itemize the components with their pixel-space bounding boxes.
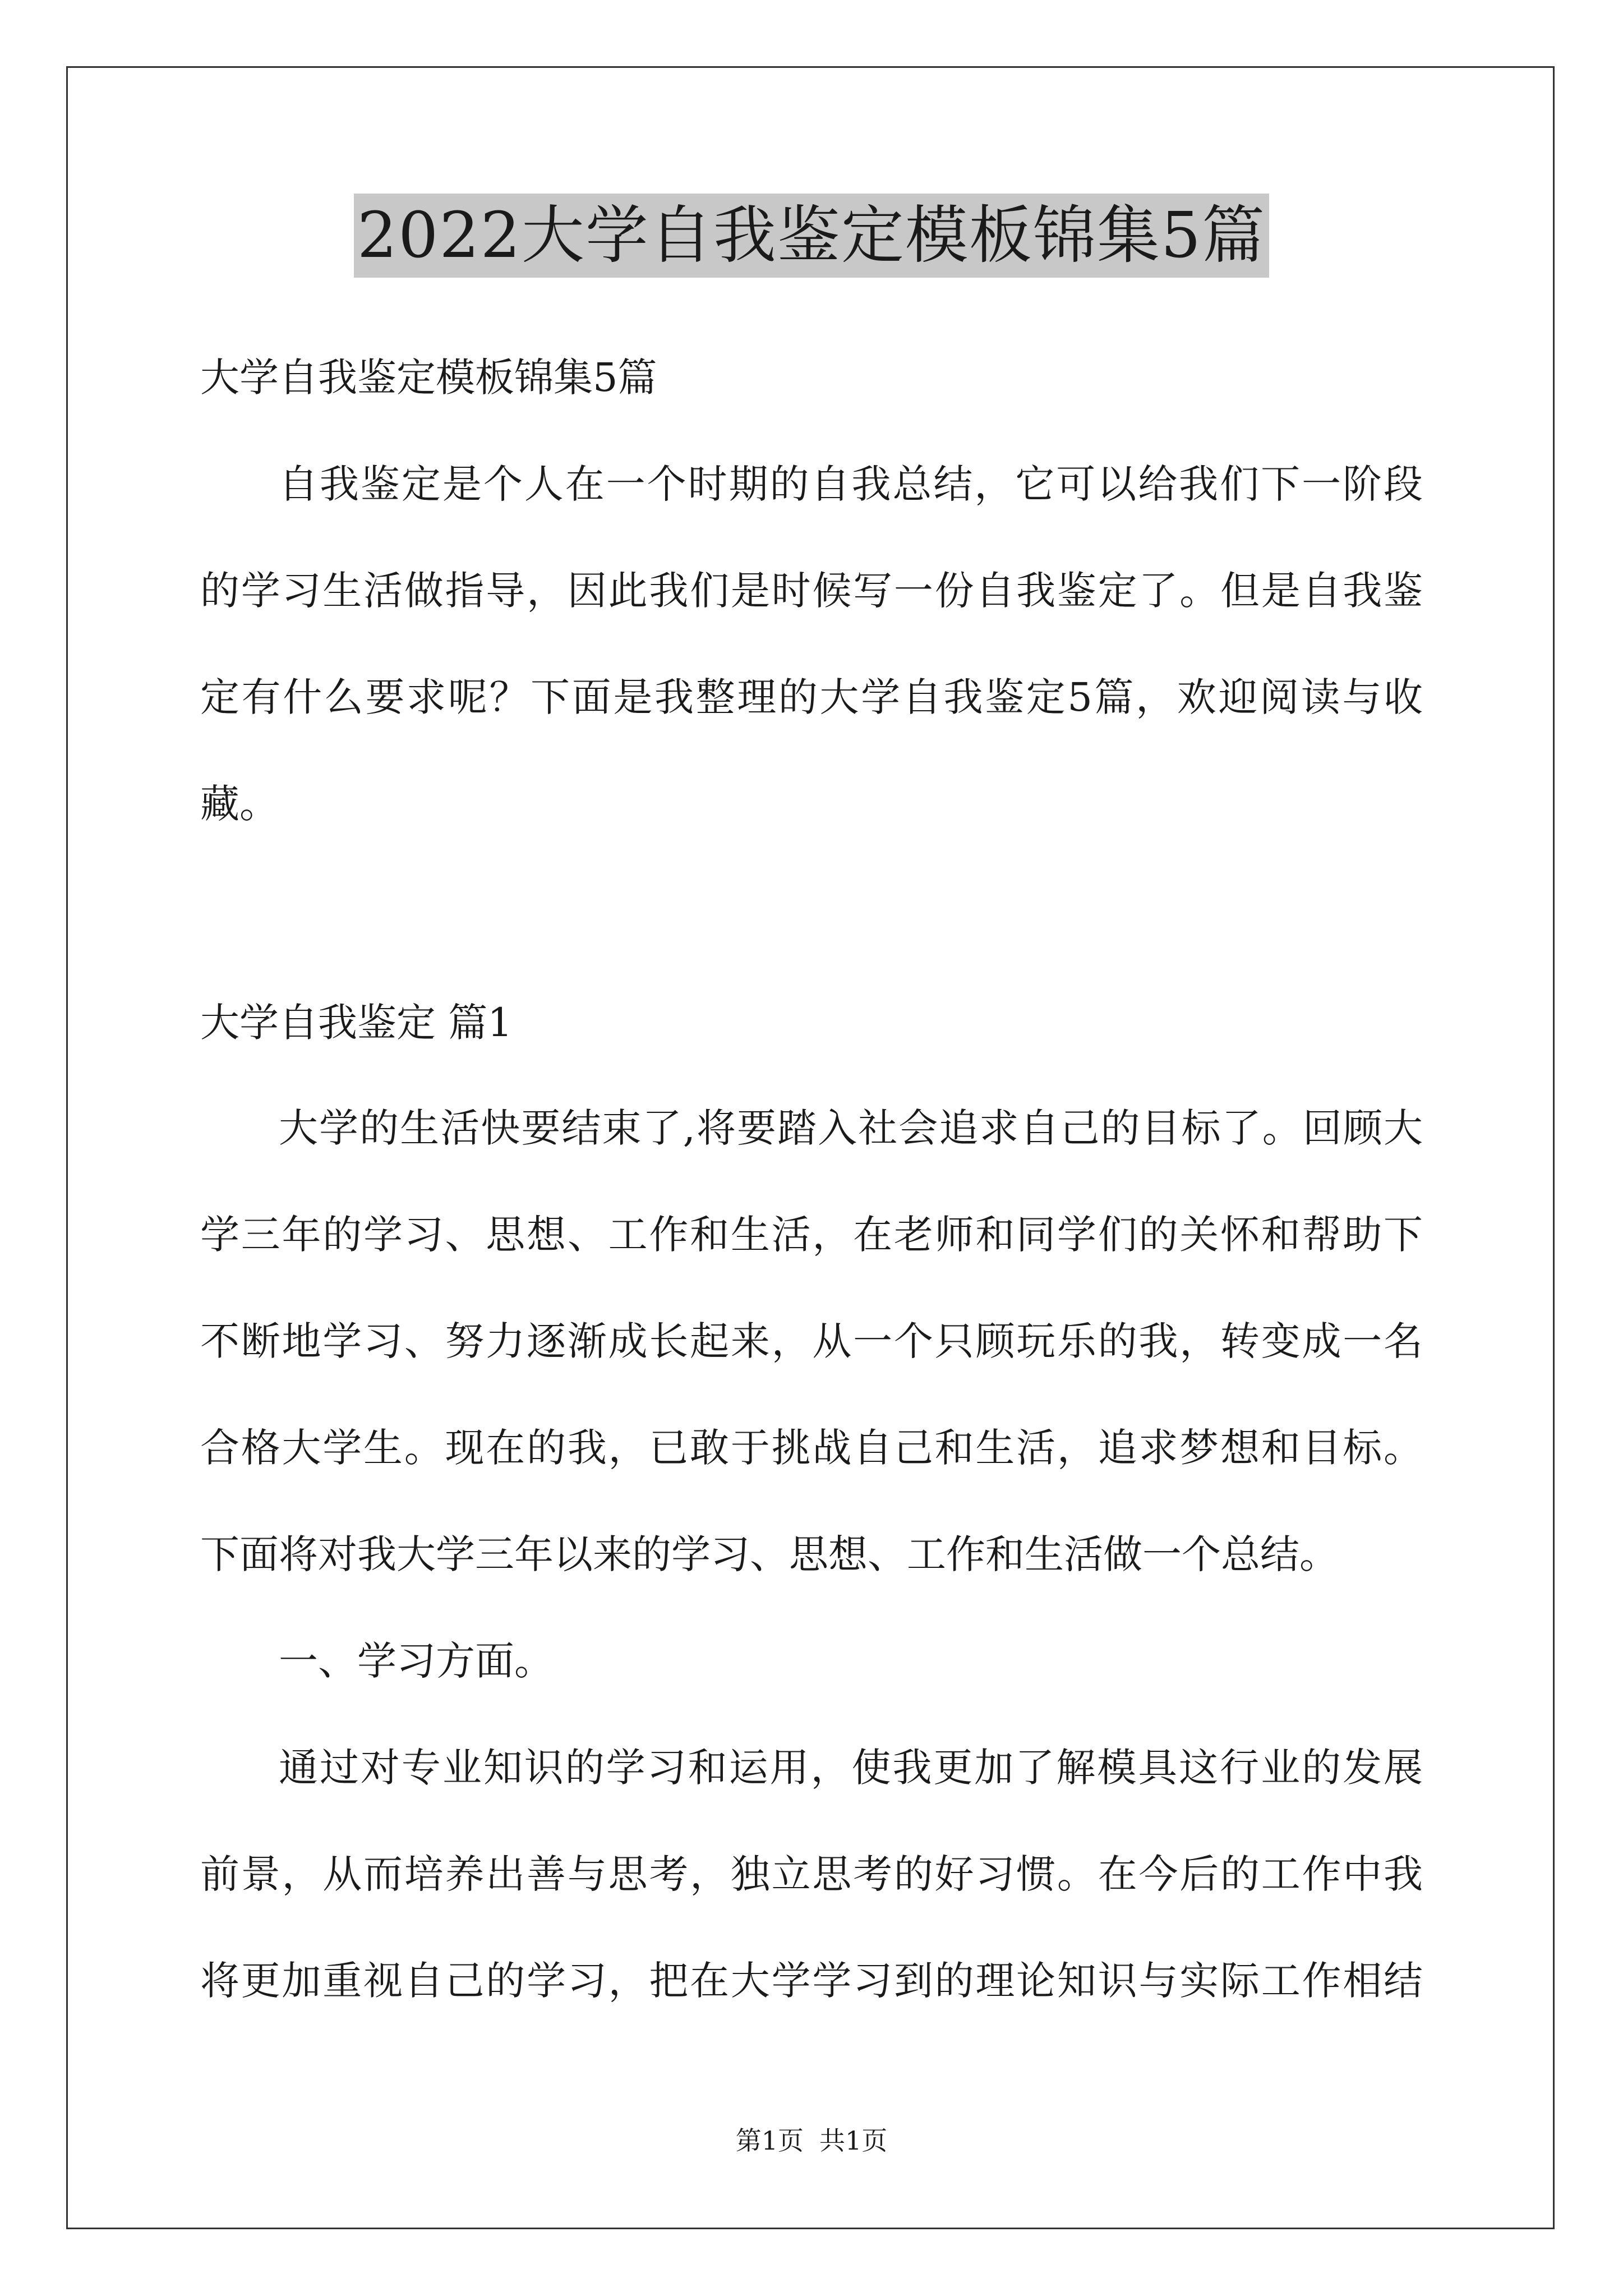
- page-number-total: 共1页: [819, 2125, 888, 2156]
- section1-paragraph-line: 大学的生活快要结束了,将要踏入社会追求自己的目标了。回顾大: [279, 1105, 1423, 1151]
- section1-paragraph-line: 不断地学习、努力逐渐成长起来，从一个只顾玩乐的我，转变成一名: [200, 1318, 1423, 1364]
- intro-line: 定有什么要求呢？下面是我整理的大学自我鉴定5篇，欢迎阅读与收: [200, 674, 1423, 720]
- study-paragraph-line: 将更加重视自己的学习，把在大学学习到的理论知识与实际工作相结: [200, 1958, 1423, 2004]
- section1-paragraph-line: 下面将对我大学三年以来的学习、思想、工作和生活做一个总结。: [200, 1531, 1339, 1577]
- study-paragraph-line: 前景，从而培养出善与思考，独立思考的好习惯。在今后的工作中我: [200, 1851, 1423, 1897]
- page-footer: [0, 2124, 1623, 2157]
- document-subtitle: 大学自我鉴定模板锦集5篇: [200, 355, 657, 401]
- study-heading: 一、学习方面。: [279, 1638, 554, 1684]
- intro-line: 藏。: [200, 781, 279, 827]
- intro-line: 自我鉴定是个人在一个时期的自我总结，它可以给我们下一阶段: [279, 461, 1423, 507]
- section1-paragraph-line: 合格大学生。现在的我，已敢于挑战自己和生活，追求梦想和目标。: [200, 1425, 1423, 1471]
- study-paragraph-line: 通过对专业知识的学习和运用，使我更加了解模具这行业的发展: [279, 1745, 1423, 1791]
- section1-paragraph-line: 学三年的学习、思想、工作和生活，在老师和同学们的关怀和帮助下: [200, 1212, 1423, 1258]
- intro-line: 的学习生活做指导，因此我们是时候写一份自我鉴定了。但是自我鉴: [200, 568, 1423, 614]
- title-container: [0, 194, 1623, 278]
- section-heading: 大学自我鉴定 篇1: [200, 1000, 513, 1046]
- document-title: 2022大学自我鉴定模板锦集5篇: [354, 194, 1269, 278]
- page-number-current: 第1页: [735, 2125, 804, 2156]
